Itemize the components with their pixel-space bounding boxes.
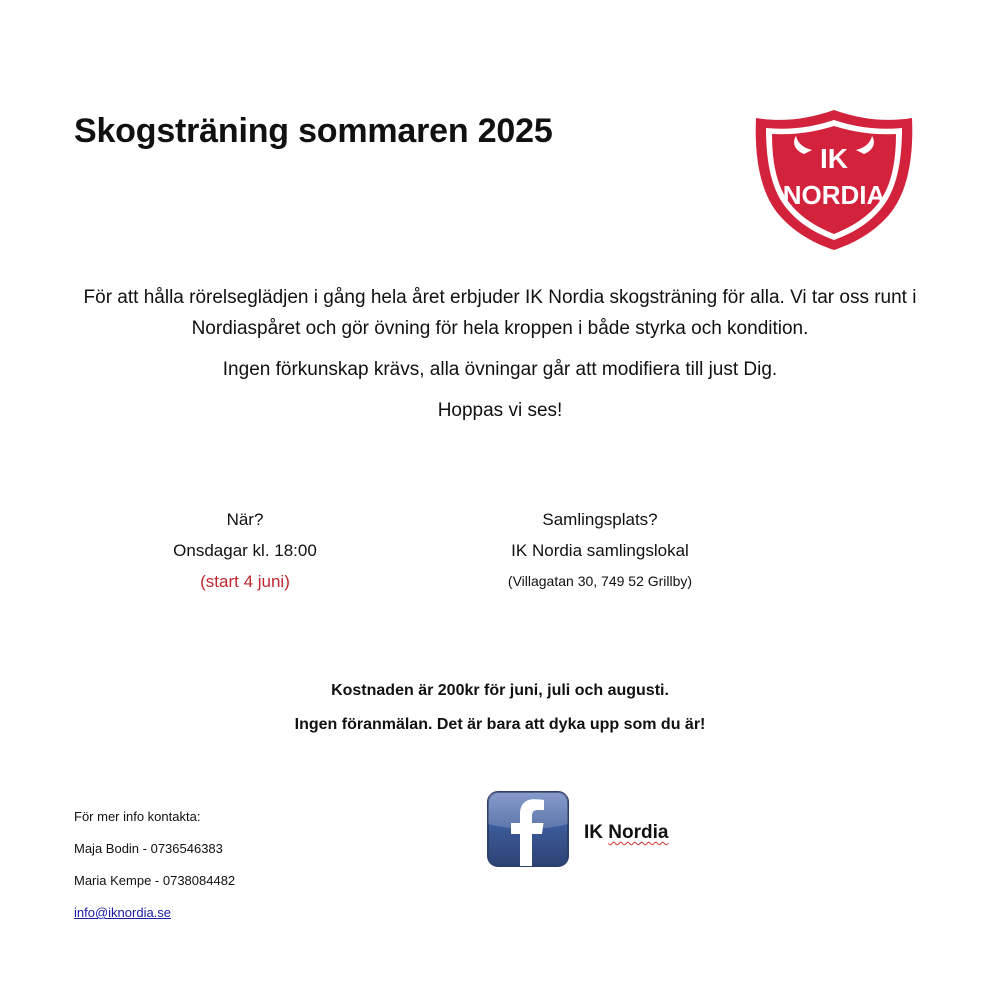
where-section <box>470 504 730 597</box>
intro-paragraph: För att hålla rörelseglädjen i gång hela året erbjuder IK Nordia skogsträning för alla. Vi tar oss runt i Nordiaspåret och gör övning för hela kroppen i både styrka och kondition. <box>83 287 917 339</box>
when-section <box>150 504 340 597</box>
where-value: IK Nordia samlingslokal <box>511 541 689 560</box>
contact-email-link[interactable]: info@iknordia.se <box>74 905 172 920</box>
logo-text-nordia: NORDIA <box>782 180 886 210</box>
contact-person-2: Maria Kempe - 0738084482 <box>74 873 236 888</box>
registration-line: Ingen föranmälan. Det är bara att dyka upp som du är! <box>294 716 706 733</box>
facebook-label-prefix: IK <box>584 822 603 843</box>
page-title: Skogsträning sommaren 2025 <box>74 112 553 150</box>
contact-person-1: Maja Bodin - 0736546383 <box>74 841 223 856</box>
intro-section <box>70 282 930 436</box>
intro-greeting: Hoppas vi ses! <box>437 400 563 421</box>
when-value: Onsdagar kl. 18:00 <box>173 541 317 560</box>
where-address: (Villagatan 30, 749 52 Grillby) <box>507 573 693 589</box>
logo-text-ik: IK <box>820 143 848 174</box>
start-date-note: (start 4 juni) <box>200 572 290 591</box>
facebook-icon[interactable] <box>486 790 570 868</box>
cost-line: Kostnaden är 200kr för juni, juli och augusti. <box>331 682 669 699</box>
contact-heading: För mer info kontakta: <box>74 809 201 824</box>
intro-requirements: Ingen förkunskap krävs, alla övningar går att modifiera till just Dig. <box>222 359 778 380</box>
when-heading: När? <box>226 510 264 529</box>
contact-section <box>74 806 235 934</box>
cost-section <box>200 674 800 742</box>
ik-nordia-logo <box>752 106 916 252</box>
where-heading: Samlingsplats? <box>542 510 658 529</box>
facebook-page-label[interactable] <box>584 822 668 844</box>
facebook-label-name: Nordia <box>608 822 669 843</box>
